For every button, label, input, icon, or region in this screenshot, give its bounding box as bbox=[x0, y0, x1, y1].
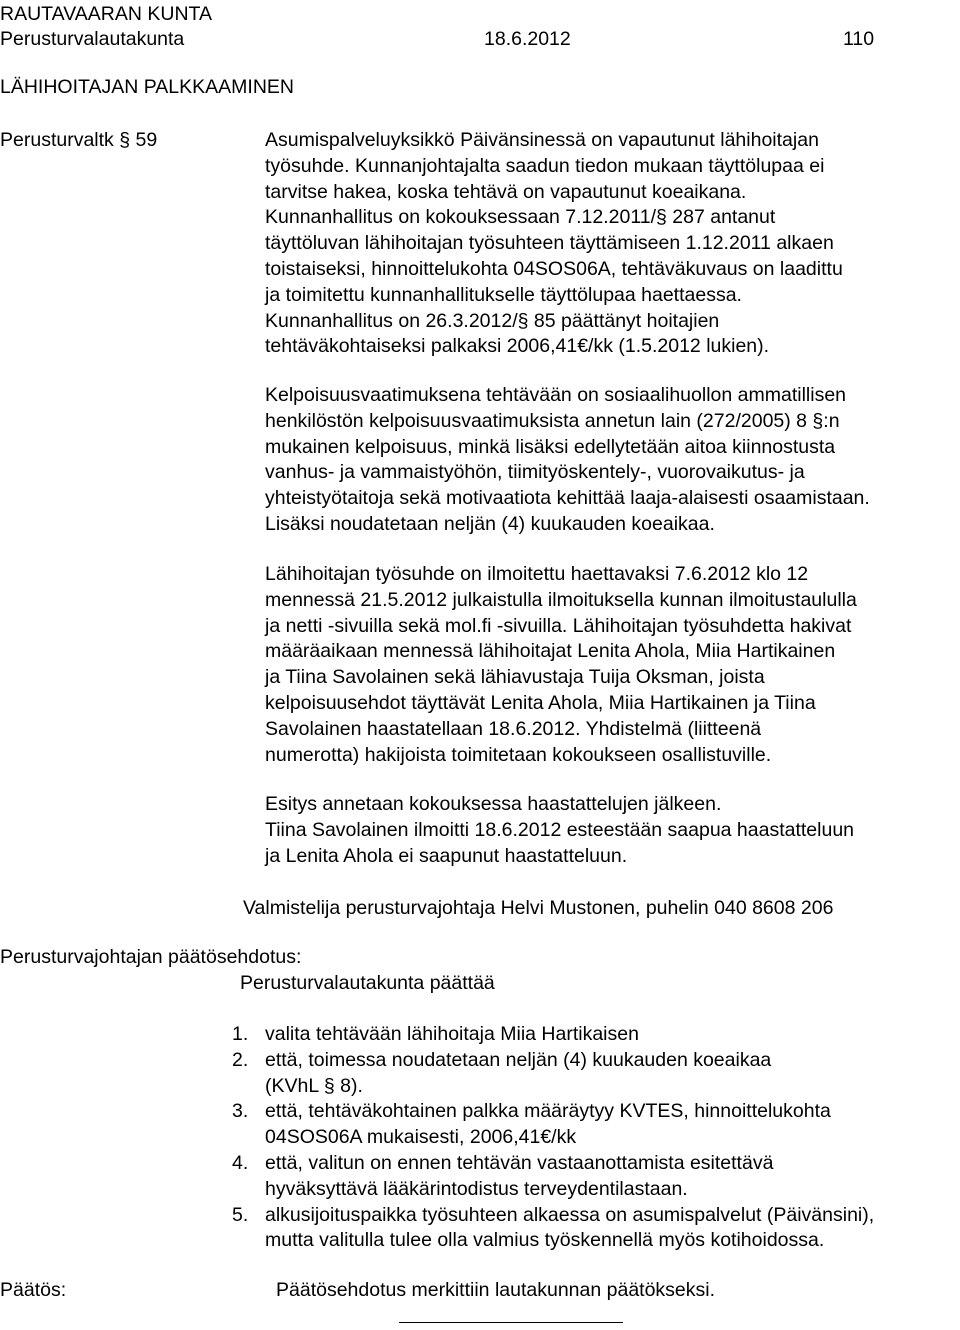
signature-line bbox=[399, 1322, 623, 1323]
paragraph-applicants bbox=[265, 562, 955, 768]
text-line: Savolainen haastatellaan 18.6.2012. Yhdistelmä (liitteenä bbox=[265, 717, 762, 740]
list-item bbox=[232, 1151, 957, 1177]
list-item-continuation bbox=[232, 1177, 957, 1203]
list-text: 04SOS06A mukaisesti, 2006,41€/kk bbox=[265, 1126, 577, 1149]
text-line: määräaikaan mennessä lähihoitajat Lenita Ahola, Miia Hartikainen bbox=[265, 640, 836, 663]
list-text: että, tehtäväkohtainen palkka määräytyy KVTES, hinnoittelukohta bbox=[265, 1100, 831, 1123]
list-number: 1. bbox=[232, 1023, 249, 1045]
list-item bbox=[232, 1022, 957, 1048]
proposal-label: Perusturvajohtajan päätösehdotus: bbox=[0, 946, 302, 968]
text-line: ja netti -sivuilla sekä mol.fi -sivuilla. Lähihoitajan työsuhdetta hakivat bbox=[265, 614, 852, 637]
proposal-list bbox=[232, 1022, 957, 1254]
text-line: Asumispalveluyksikkö Päivänsinessä on vapautunut lähihoitajan bbox=[265, 129, 819, 151]
text-line: Esitys annetaan kokouksessa haastattelujen jälkeen. bbox=[265, 793, 722, 815]
text-line: Tiina Savolainen ilmoitti 18.6.2012 esteestään saapua haastatteluun bbox=[265, 818, 855, 841]
list-item-continuation bbox=[232, 1228, 957, 1254]
text-line: Lisäksi noudatetaan neljän (4) kuukauden koeaikaa. bbox=[265, 512, 715, 535]
text-line: kelpoisuusehdot täyttävät Lenita Ahola, Miia Hartikainen ja Tiina bbox=[265, 691, 816, 714]
list-number: 3. bbox=[232, 1100, 249, 1123]
list-number: 2. bbox=[232, 1048, 249, 1071]
text-line: Kunnanhallitus on kokouksessaan 7.12.2011/§ 287 antanut bbox=[265, 206, 776, 229]
list-item bbox=[232, 1048, 957, 1074]
list-text: mutta valitulla tulee olla valmius työskennellä myös kotihoidossa. bbox=[265, 1229, 825, 1252]
list-item-continuation bbox=[232, 1074, 957, 1100]
list-item bbox=[232, 1099, 957, 1125]
preparer-line: Valmistelija perusturvajohtaja Helvi Mustonen, puhelin 040 8608 206 bbox=[243, 897, 834, 919]
text-line: tarvitse hakea, koska tehtävä on vapautunut koeaikana. bbox=[265, 180, 747, 203]
list-text: alkusijoituspaikka työsuhteen alkaessa on asumispalvelut (Päivänsini), bbox=[265, 1203, 875, 1226]
list-item-continuation bbox=[232, 1125, 957, 1151]
text-line: Kelpoisuusvaatimuksena tehtävään on sosiaalihuollon ammatillisen bbox=[265, 384, 847, 406]
document-title: LÄHIHOITAJAN PALKKAAMINEN bbox=[0, 76, 295, 98]
text-line: henkilöstön kelpoisuusvaatimuksista annetun lain (272/2005) 8 §:n bbox=[265, 409, 840, 432]
list-item bbox=[232, 1203, 957, 1229]
text-line: tehtäväkohtaiseksi palkaksi 2006,41€/kk (1.5.2012 lukien). bbox=[265, 335, 770, 358]
list-number: 5. bbox=[232, 1203, 249, 1226]
paragraph-qualifications bbox=[265, 383, 955, 538]
paragraph-background bbox=[265, 128, 955, 360]
text-line: mukainen kelpoisuus, minkä lisäksi edellytetään aitoa kiinnostusta bbox=[265, 435, 836, 458]
list-text: että, toimessa noudatetaan neljän (4) kuukauden koeaikaa bbox=[265, 1048, 772, 1071]
board-name: Perusturvalautakunta bbox=[0, 28, 185, 50]
text-line: numerotta) hakijoista toimitetaan kokoukseen osallistuville. bbox=[265, 743, 772, 766]
list-text: että, valitun on ennen tehtävän vastaanottamista esitettävä bbox=[265, 1151, 774, 1174]
organization-name: RAUTAVAARAN KUNTA bbox=[0, 3, 212, 25]
list-number: 4. bbox=[232, 1151, 249, 1174]
section-reference: Perusturvaltk § 59 bbox=[0, 129, 158, 151]
text-line: toistaiseksi, hinnoittelukohta 04SOS06A, tehtäväkuvaus on laadittu bbox=[265, 257, 843, 280]
list-text: (KVhL § 8). bbox=[265, 1074, 363, 1097]
paragraph-interviews bbox=[265, 792, 955, 869]
proposal-intro: Perusturvalautakunta päättää bbox=[240, 972, 495, 994]
decision-label: Päätös: bbox=[0, 1279, 67, 1301]
list-text: valita tehtävään lähihoitaja Miia Hartikaisen bbox=[265, 1023, 639, 1045]
page-number: 110 bbox=[843, 28, 875, 50]
text-line: mennessä 21.5.2012 julkaistulla ilmoituksella kunnan ilmoitustaululla bbox=[265, 588, 857, 611]
text-line: Lähihoitajan työsuhde on ilmoitettu haettavaksi 7.6.2012 klo 12 bbox=[265, 563, 809, 585]
text-line: ja Lenita Ahola ei saapunut haastatteluun. bbox=[265, 844, 628, 867]
meeting-date: 18.6.2012 bbox=[484, 28, 571, 50]
decision-text: Päätösehdotus merkittiin lautakunnan päätökseksi. bbox=[276, 1279, 716, 1301]
text-line: työsuhde. Kunnanjohtajalta saadun tiedon mukaan täyttölupaa ei bbox=[265, 154, 825, 177]
text-line: Kunnanhallitus on 26.3.2012/§ 85 päättänyt hoitajien bbox=[265, 309, 720, 332]
list-text: hyväksyttävä lääkärintodistus terveydentilastaan. bbox=[265, 1177, 688, 1200]
text-line: ja toimitettu kunnanhallitukselle täyttölupaa haettaessa. bbox=[265, 283, 742, 306]
text-line: ja Tiina Savolainen sekä lähiavustaja Tuija Oksman, joista bbox=[265, 666, 765, 689]
text-line: vanhus- ja vammaistyöhön, tiimityöskentely-, vuorovaikutus- ja bbox=[265, 461, 805, 484]
text-line: yhteistyötaitoja sekä motivaatiota kehittää laaja-alaisesti osaamistaan. bbox=[265, 487, 870, 510]
text-line: täyttöluvan lähihoitajan työsuhteen täyttämiseen 1.12.2011 alkaen bbox=[265, 232, 834, 255]
